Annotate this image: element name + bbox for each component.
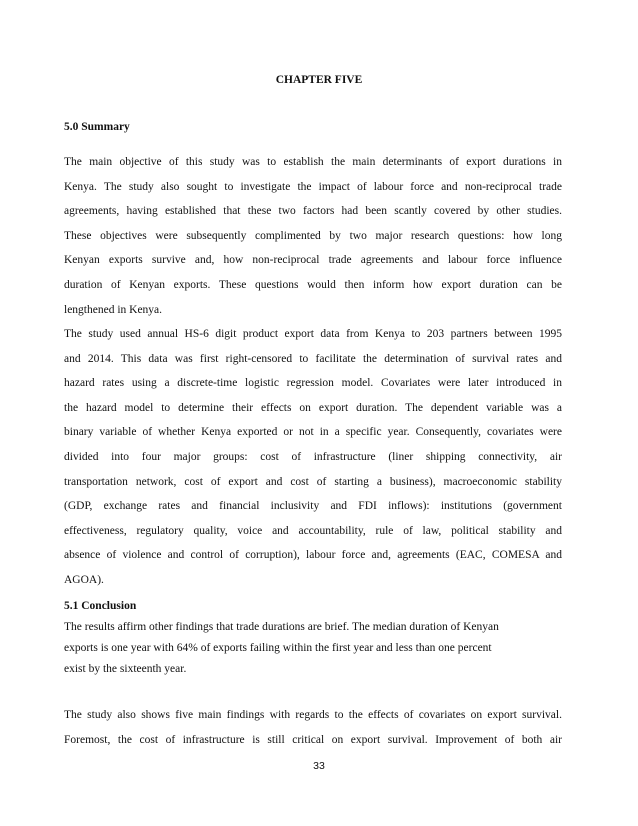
text-line: The study also shows five main findings with regards to the effects of covariates on export survival.	[64, 709, 562, 721]
text-line: absence of violence and control of corruption), labour force and, agreements (EAC, COMESA and	[64, 549, 562, 562]
conclusion-paragraph-2	[64, 703, 562, 752]
summary-paragraph-1	[64, 150, 562, 322]
text-line: The study used annual HS-6 digit product export data from Kenya to 203 partners between 1995	[64, 328, 562, 340]
text-line: lengthened in Kenya.	[64, 303, 163, 316]
text-line: exports is one year with 64% of exports failing within the first year and less than one percent	[64, 642, 492, 655]
text-line: Kenya. The study also sought to investigate the impact of labour force and non-reciprocal trade	[64, 180, 562, 193]
text-line: divided into four major groups: cost of infrastructure (liner shipping connectivity, air	[64, 450, 562, 463]
text-line: The main objective of this study was to establish the main determinants of export durations in	[64, 156, 562, 168]
text-line: the hazard model to determine their effects on export duration. The dependent variable was a	[64, 401, 562, 414]
text-line: Foremost, the cost of infrastructure is still critical on export survival. Improvement of both air	[64, 733, 562, 746]
page-number: 33	[313, 760, 325, 772]
text-line: effectiveness, regulatory quality, voice and accountability, rule of law, political stability and	[64, 524, 562, 537]
conclusion-heading: 5.1 Conclusion	[64, 600, 137, 612]
summary-heading: 5.0 Summary	[64, 121, 130, 133]
text-line: exist by the sixteenth year.	[64, 663, 187, 676]
text-line: duration of Kenyan exports. These questions would then inform how export duration can be	[64, 278, 562, 291]
text-line: hazard rates using a discrete-time logistic regression model. Covariates were later introduced in	[64, 377, 562, 390]
text-line: (GDP, exchange rates and financial inclusivity and FDI inflows): institutions (government	[64, 500, 562, 513]
text-line: transportation network, cost of export and cost of starting a business), macroeconomic stability	[64, 475, 562, 488]
text-line: Kenyan exports survive and, how non-reciprocal trade agreements and labour force influence	[64, 254, 562, 267]
text-line: binary variable of whether Kenya exported or not in a specific year. Consequently, covariates were	[64, 426, 562, 439]
text-line: AGOA).	[64, 573, 104, 586]
conclusion-paragraph-1	[64, 617, 562, 681]
chapter-title: CHAPTER FIVE	[275, 74, 363, 86]
text-line: The results affirm other findings that trade durations are brief. The median duration of Kenyan	[64, 621, 499, 633]
text-line: and 2014. This data was first right-censored to facilitate the determination of survival rates and	[64, 352, 562, 365]
summary-paragraph-2	[64, 322, 562, 593]
text-line: These objectives were subsequently complimented by two major research questions: how long	[64, 229, 562, 242]
text-line: agreements, having established that these two factors had been scantly covered by other studies.	[64, 205, 562, 218]
